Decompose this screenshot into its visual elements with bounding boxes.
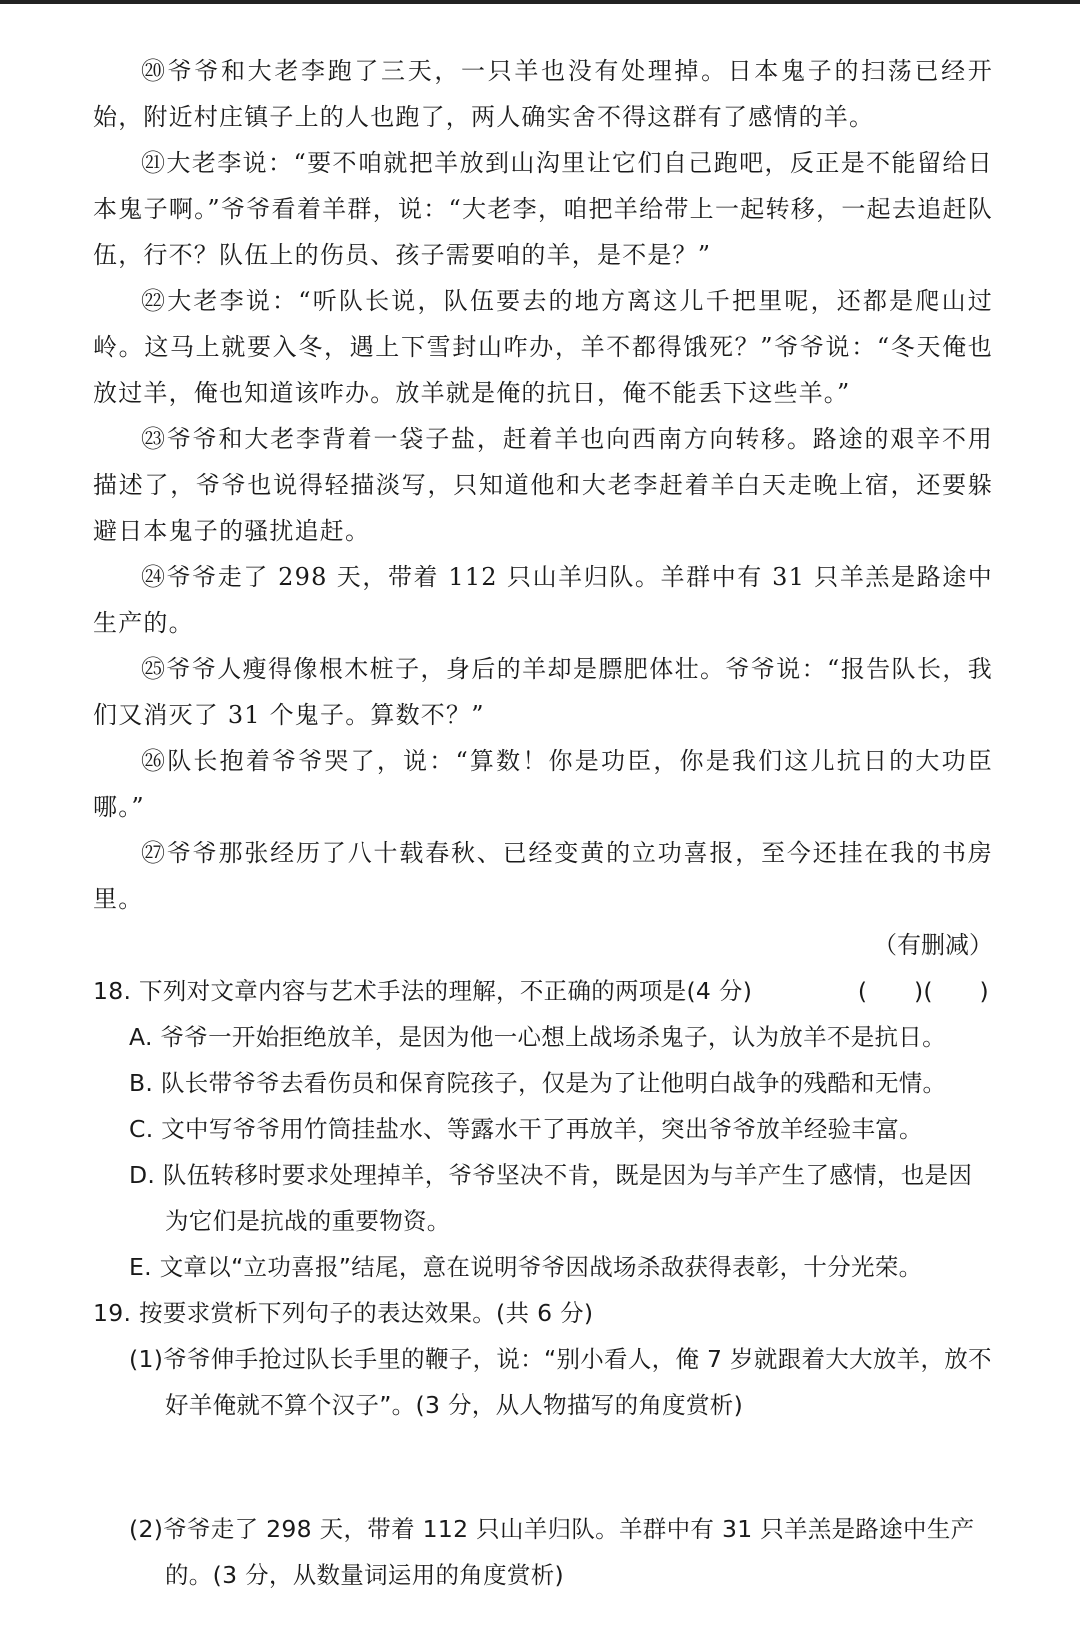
paragraph-25: ㉕爷爷人瘦得像根木桩子，身后的羊却是膘肥体壮。爷爷说：“报告队长，我们又消灭了 31 个鬼子。算数不？” bbox=[93, 655, 993, 729]
paragraph-20: ⑳爷爷和大老李跑了三天，一只羊也没有处理掉。日本鬼子的扫荡已经开始，附近村庄镇子上的人也跑了，两人确实舍不得这群有了感情的羊。 bbox=[93, 57, 993, 131]
paragraph-23: ㉓爷爷和大老李背着一袋子盐，赶着羊也向西南方向转移。路途的艰辛不用描述了，爷爷也说得轻描淡写，只知道他和大老李赶着羊白天走晚上宿，还要躲避日本鬼子的骚扰追赶。 bbox=[93, 425, 993, 545]
question-18 bbox=[93, 968, 993, 1290]
paragraph-21: ㉑大老李说：“要不咱就把羊放到山沟里让它们自己跑吧，反正是不能留给日本鬼子啊。”爷爷看着羊群，说：“大老李，咱把羊给带上一起转移，一起去追赶队伍，行不？队伍上的伤员、孩子需要咱的羊，是不是？” bbox=[93, 149, 993, 269]
option-d: D. 队伍转移时要求处理掉羊，爷爷坚决不肯，既是因为与羊产生了感情，也是因为它们是抗战的重要物资。 bbox=[129, 1161, 973, 1235]
question-19 bbox=[93, 1290, 993, 1598]
option-a: A. 爷爷一开始拒绝放羊，是因为他一心想上战场杀鬼子，认为放羊不是抗日。 bbox=[129, 1023, 946, 1051]
option-c: C. 文中写爷爷用竹筒挂盐水、等露水干了再放羊，突出爷爷放羊经验丰富。 bbox=[129, 1115, 923, 1143]
question-19-stem: 19. 按要求赏析下列句子的表达效果。(共 6 分) bbox=[93, 1299, 594, 1327]
top-border-line bbox=[0, 0, 1080, 4]
question-19-sub-1: (1)爷爷伸手抢过队长手里的鞭子，说：“别小看人，俺 7 岁就跟着大大放羊，放不好羊俺就不算个汉子”。(3 分，从人物描写的角度赏析) bbox=[129, 1345, 992, 1419]
paragraph-22: ㉒大老李说：“听队长说，队伍要去的地方离这儿千把里呢，还都是爬山过岭。这马上就要入冬，遇上下雪封山咋办，羊不都得饿死？”爷爷说：“冬天俺也放过羊，俺也知道该咋办。放羊就是俺的抗日，俺不能丢下这些羊。” bbox=[93, 287, 993, 407]
question-18-stem: 18. 下列对文章内容与艺术手法的理解，不正确的两项是(4 分) bbox=[93, 977, 753, 1005]
option-b: B. 队长带爷爷去看伤员和保育院孩子，仅是为了让他明白战争的残酷和无情。 bbox=[129, 1069, 947, 1097]
paragraph-27: ㉗爷爷那张经历了八十载春秋、已经变黄的立功喜报，至今还挂在我的书房里。 bbox=[93, 839, 993, 913]
passage bbox=[93, 48, 993, 968]
option-e: E. 文章以“立功喜报”结尾，意在说明爷爷因战场杀敌获得表彰，十分光荣。 bbox=[129, 1253, 923, 1281]
question-18-stem-row bbox=[93, 968, 993, 1014]
paragraph-24: ㉔爷爷走了 298 天，带着 112 只山羊归队。羊群中有 31 只羊羔是路途中生产的。 bbox=[93, 563, 993, 637]
source-note: （有删减） bbox=[873, 931, 993, 959]
paragraph-26: ㉖队长抱着爷爷哭了，说：“算数！你是功臣，你是我们这儿抗日的大功臣哪。” bbox=[93, 747, 993, 821]
question-19-sub-2: (2)爷爷走了 298 天，带着 112 只山羊归队。羊群中有 31 只羊羔是路途中生产的。(3 分，从数量词运用的角度赏析) bbox=[129, 1515, 975, 1589]
exam-page bbox=[93, 48, 993, 1598]
answer-brackets[interactable]: ( )( ) bbox=[857, 977, 989, 1005]
answer-space-1[interactable] bbox=[93, 1428, 993, 1506]
